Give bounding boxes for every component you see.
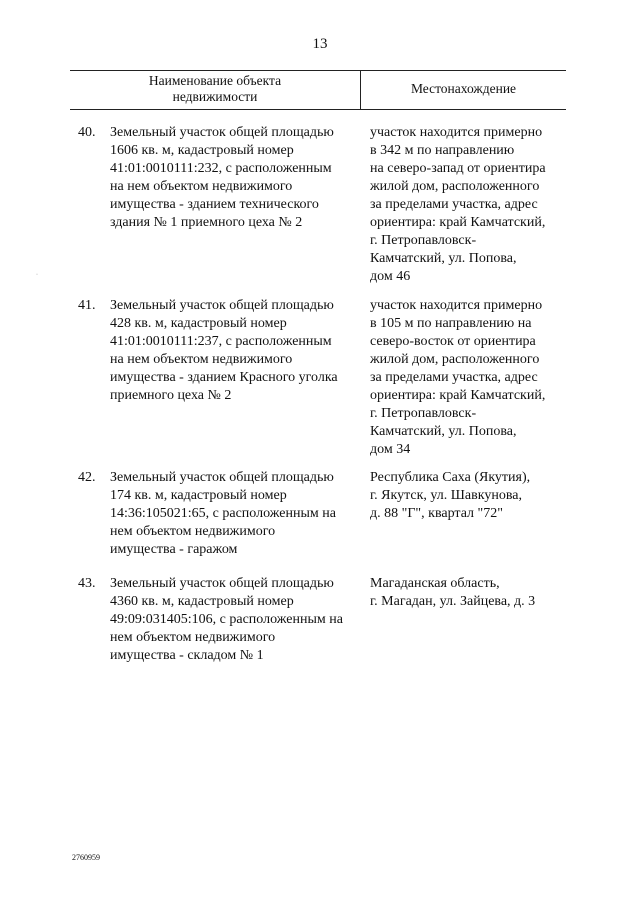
desc-line: 1606 кв. м, кадастровый номер bbox=[110, 143, 294, 158]
header-name-line-2: недвижимости bbox=[172, 89, 258, 104]
header-name-line-1: Наименование объекта bbox=[148, 73, 282, 88]
table-header bbox=[70, 70, 566, 110]
loc-line: жилой дом, расположенного bbox=[370, 179, 540, 194]
entry-40-location bbox=[370, 124, 570, 286]
desc-line: Земельный участок общей площадью bbox=[110, 576, 334, 591]
desc-line: на нем объектом недвижимого bbox=[110, 179, 293, 194]
margin-mark: · bbox=[36, 272, 38, 278]
loc-line: Республика Саха (Якутия), bbox=[370, 470, 531, 485]
entry-41-number: 41. bbox=[78, 298, 96, 313]
desc-line: имущества - зданием Красного уголка bbox=[110, 370, 338, 385]
desc-line: 41:01:0010111:232, с расположенным bbox=[110, 161, 332, 176]
desc-line: 428 кв. м, кадастровый номер bbox=[110, 316, 287, 331]
loc-line: г. Петропавловск- bbox=[370, 406, 477, 421]
desc-line: 49:09:031405:106, с расположенным на bbox=[110, 612, 343, 627]
loc-line: участок находится примерно bbox=[370, 298, 543, 313]
loc-line: в 342 м по направлению bbox=[370, 143, 515, 158]
desc-line: нем объектом недвижимого bbox=[110, 524, 276, 539]
loc-line: в 105 м по направлению на bbox=[370, 316, 532, 331]
loc-line: дом 46 bbox=[370, 269, 411, 284]
desc-line: 174 кв. м, кадастровый номер bbox=[110, 488, 287, 503]
entry-42-description bbox=[110, 469, 360, 559]
desc-line: имущества - гаражом bbox=[110, 542, 238, 557]
desc-line: имущества - зданием технического bbox=[110, 197, 319, 212]
entry-43-location bbox=[370, 575, 570, 611]
entry-41-description bbox=[110, 297, 360, 405]
desc-line: Земельный участок общей площадью bbox=[110, 125, 334, 140]
entry-40-description bbox=[110, 124, 360, 232]
loc-line: дом 34 bbox=[370, 442, 411, 457]
header-name-column bbox=[70, 73, 360, 105]
desc-line: Земельный участок общей площадью bbox=[110, 470, 334, 485]
desc-line: Земельный участок общей площадью bbox=[110, 298, 334, 313]
loc-line: г. Якутск, ул. Шавкунова, bbox=[370, 488, 522, 503]
entry-42-location bbox=[370, 469, 570, 523]
loc-line: Камчатский, ул. Попова, bbox=[370, 424, 517, 439]
loc-line: на северо-запад от ориентира bbox=[370, 161, 546, 176]
loc-line: за пределами участка, адрес bbox=[370, 370, 538, 385]
desc-line: на нем объектом недвижимого bbox=[110, 352, 293, 367]
header-location-column: Местонахождение bbox=[410, 81, 517, 96]
desc-line: имущества - складом № 1 bbox=[110, 648, 264, 663]
loc-line: за пределами участка, адрес bbox=[370, 197, 538, 212]
loc-line: г. Магадан, ул. Зайцева, д. 3 bbox=[370, 594, 536, 609]
loc-line: жилой дом, расположенного bbox=[370, 352, 540, 367]
entry-43-number: 43. bbox=[78, 576, 96, 591]
loc-line: ориентира: край Камчатский, bbox=[370, 215, 546, 230]
desc-line: нем объектом недвижимого bbox=[110, 630, 276, 645]
entry-43-description bbox=[110, 575, 360, 665]
loc-line: Камчатский, ул. Попова, bbox=[370, 251, 517, 266]
loc-line: д. 88 "Г", квартал "72" bbox=[370, 506, 503, 521]
desc-line: 41:01:0010111:237, с расположенным bbox=[110, 334, 332, 349]
entry-42-number: 42. bbox=[78, 470, 96, 485]
loc-line: северо-восток от ориентира bbox=[370, 334, 536, 349]
loc-line: участок находится примерно bbox=[370, 125, 543, 140]
document-code: 2760959 bbox=[72, 853, 100, 862]
entry-41-location bbox=[370, 297, 570, 459]
entry-40-number: 40. bbox=[78, 125, 96, 140]
desc-line: 4360 кв. м, кадастровый номер bbox=[110, 594, 294, 609]
desc-line: приемного цеха № 2 bbox=[110, 388, 232, 403]
desc-line: здания № 1 приемного цеха № 2 bbox=[110, 215, 303, 230]
page-number: 13 bbox=[312, 36, 328, 52]
loc-line: ориентира: край Камчатский, bbox=[370, 388, 546, 403]
loc-line: г. Петропавловск- bbox=[370, 233, 477, 248]
loc-line: Магаданская область, bbox=[370, 576, 500, 591]
desc-line: 14:36:105021:65, с расположенным на bbox=[110, 506, 336, 521]
